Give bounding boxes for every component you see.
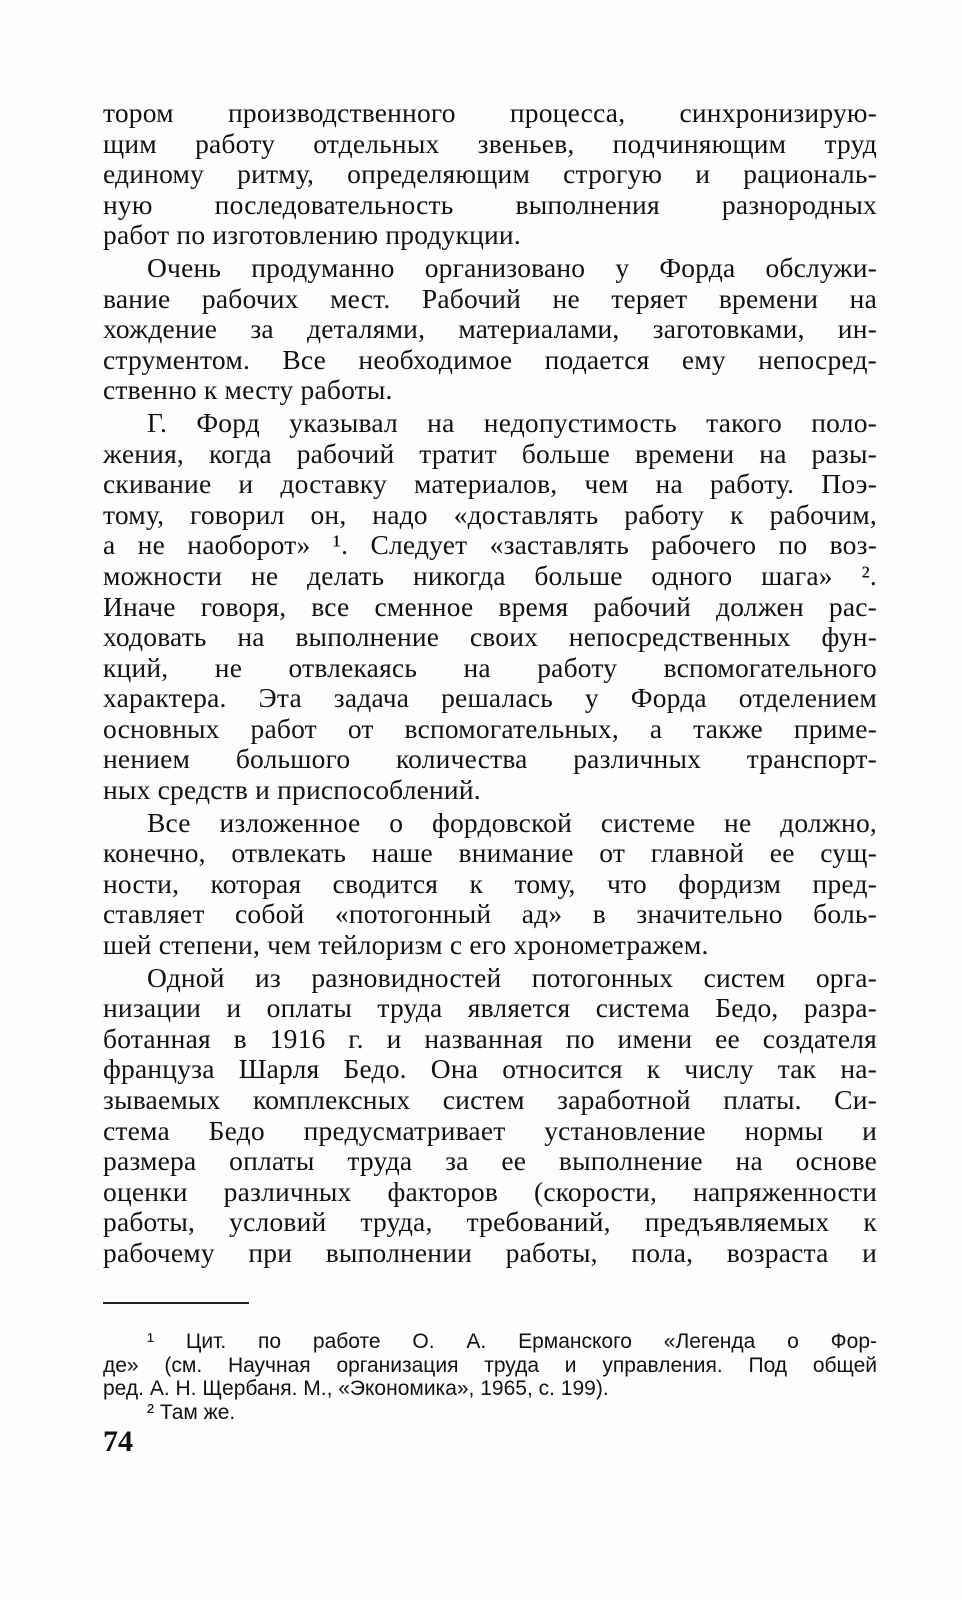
text-line: можности не делать никогда больше одного шага» ². [103,560,877,591]
text-line: кций, не отвлекаясь на работу вспомогательного [103,652,877,683]
text-line: Одной из разновидностей потогонных систем орга- [147,962,877,993]
footnote-line: де» (см. Научная организация труда и управления. Под общей [103,1353,877,1377]
text-line: характера. Эта задача решалась у Форда отделением [103,683,877,714]
text-line: шей степени, чем тейлоризм с его хронометражем. [103,930,709,961]
paragraph [103,98,877,251]
paragraph [103,808,877,961]
text-line: тому, говорил он, надо «доставлять работу к рабочим, [103,499,877,530]
footnotes [103,1330,877,1424]
text-line: работ по изготовлению продукции. [103,220,521,251]
text-line: Все изложенное о фордовской системе не должно, [147,807,877,838]
text-line: Очень продуманно организовано у Форда обслужи- [147,252,877,283]
text-line: стема Бедо предусматривает установление нормы и [103,1115,877,1146]
text-line: нением большого количества различных транспорт- [103,744,877,775]
text-line: ставляет собой «потогонный ад» в значительно боль- [103,899,877,930]
body-text [103,98,877,1271]
text-line: конечно, отвлекать наше внимание от главной ее сущ- [103,838,877,869]
footnote [103,1401,877,1425]
footnote-line: ред. А. Н. Щербаня. М., «Экономика», 1965, с. 199). [103,1377,609,1400]
text-line: вание рабочих мест. Рабочий не теряет времени на [103,283,877,314]
text-line: низации и оплаты труда является система Бедо, разра- [103,993,877,1024]
text-line: зываемых комплексных систем заработной платы. Си- [103,1085,877,1115]
text-line: оценки различных факторов (скорости, напряженности [103,1176,877,1207]
footnote-separator [103,1302,249,1304]
paragraph [103,253,877,406]
text-line: Иначе говоря, все сменное время рабочий должен рас- [103,591,877,622]
text-line: жения, когда рабочий тратит больше времени на разы- [103,438,877,469]
paragraph [103,408,877,806]
footnote [103,1330,877,1401]
text-line: щим работу отдельных звеньев, подчиняющим труд [103,128,877,159]
text-line: тором производственного процесса, синхронизирую- [103,98,877,128]
text-line: Г. Форд указывал на недопустимость такого поло- [147,407,877,438]
footnote-line: ¹ Цит. по работе О. А. Ерманского «Легенда о Фор- [147,1330,877,1353]
text-line: рабочему при выполнении работы, пола, возраста и [103,1237,877,1268]
text-line: хождение за деталями, материалами, заготовками, ин- [103,314,877,345]
text-line: струментом. Все необходимое подается ему непосред- [103,344,877,375]
page-number: 74 [103,1425,133,1458]
text-line: а не наоборот» ¹. Следует «заставлять рабочего по воз- [103,530,877,561]
text-line: работы, условий труда, требований, предъявляемых к [103,1207,877,1238]
text-line: единому ритму, определяющим строгую и рациональ- [103,159,877,190]
text-line: скивание и доставку материалов, чем на работу. Поэ- [103,469,877,500]
text-line: размера оплаты труда за ее выполнение на основе [103,1146,877,1177]
text-line: француза Шарля Бедо. Она относится к числу так на- [103,1054,877,1085]
text-line: ходовать на выполнение своих непосредственных фун- [103,622,877,653]
text-line: ных средств и приспособлений. [103,775,481,806]
footnote-line: ² Там же. [147,1400,236,1424]
text-line: ности, которая сводится к тому, что фордизм пред- [103,868,877,899]
text-line: основных работ от вспомогательных, а также приме- [103,713,877,744]
text-line: ную последовательность выполнения разнородных [103,189,877,220]
paragraph [103,963,877,1269]
text-line: ственно к месту работы. [103,375,393,406]
text-line: ботанная в 1916 г. и названная по имени ее создателя [103,1023,877,1054]
